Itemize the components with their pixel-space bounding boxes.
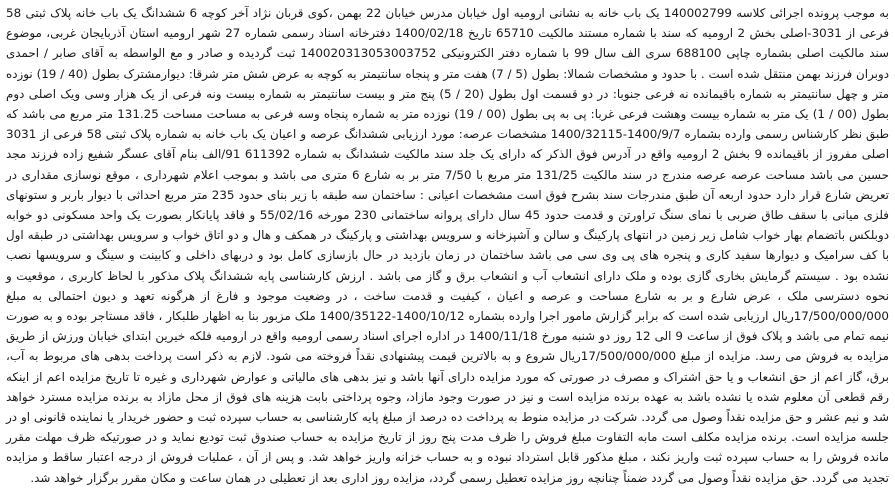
auction-notice-text: به موجب پرونده اجرائی کلاسه 140002799 یک باب خانه به نشانی ارومیه اول خیابان مدرس خیابان 22 بهمن ،کوی قربان نژاد آخر کوچه 6 ششدانگ یک باب خانه پلاک ثبتی 58 فرعی از 3031-اصلی بخش 2 ارومیه که سند با شماره مستند مالکیت 65710 تاریخ 1400/02/18 دفترخانه اسناد رسمی شماره 27 شهر ارومیه استان آذربایجان غربی، موضوع سند مالکیت اصلی بشماره چاپی 688100 سری الف سال 99 با شماره دفتر الکترونیکی 140020313053003752 ثبت گردیده و صادر و مع الواسطه به آقای صابر / احمدی دوبران فرزند بهمن منتقل شده است . با حدود و مشخصات شمالا: بطول (5 / 7) هفت متر و پنجاه سانتیمتر به کوچه به عرض شش متر شرقا: دیوارمشترک بطول (40 / 19) نوزده متر و چهل سانتیمتر به شماره باقیمانده نه فرعی جنوبا: در دو قسمت اول بطول (20 / 5) پنج متر و بیست سانتیمتر به شماره بیست ونه فرعی از یک هزار وسی ویک اصلی دوم بطول (00 / 1) یک متر به شماره بیست وهشت فرعی غربا: پی به پی بطول (00 / 19) نوزده متر به شماره پنجاه وسه فرعی به مساحت مساحت 131.25 متر مربع می باشد که طبق نظر کارشناس رسمی وارده بشماره 1400/9/7-1400/32115 مشخصات عرصه: مورد ارزیابی ششدانگ عرصه و اعیان یک باب خانه به شماره پلاک ثبتی 58 فرعی از 3031 اصلی مفروز از باقیمانده 9 بخش 2 ارومیه واقع در آدرس فوق الذکر که دارای یک جلد سند مالکیت ششدانگ به شماره 611392 91/الف بنام آقای عسگر شفیع زاده فرزند مجد حسین می باشد مساحت عرصه عرصه مندرج در سند مالکیت 131/25 متر مربع با 7/50 متر بر به شارع 6 متری می باشد و بموجب اعلام شهرداری ، موقع نوسازی مقداری در تعریض شارع قرار دارد حدود اربعه آن طبق مندرجات سند بشرح فوق است مشخصات اعیانی : ساختمان سه طبقه با زیر بنای حدود 235 متر مربع احداثی با دیوار باربر و ستونهای فلزی میانی با سقف طاق ضربی با نمای سنگ تراورتن و قدمت حدود 45 سال دارای پروانه ساختمانی 230 مورخه 55/02/16 و فاقد پایانکار بصورت یک واحد مسکونی دو خوابه دوبلکس باتضمام بهار خواب شامل زیر زمین در انتهای پارکینگ و سالن و آشپزخانه و سرویس بهداشتی و پارکینگ در همکف و هال و دو اتاق خواب و سرویس بهداشتی در طبقه اول با کف سرامیک و دیوارها سفید کاری و پنجره های پی وی سی می باشد ساختمان در زمان بازدید در حال بازسازی کامل بود و دربهای داخلی و کابینت و سینگ و سرویسها نصب نشده بود . سیستم گرمایش بخاری گازی بوده و ملک دارای انشعاب آب و انشعاب برق و گاز می باشد . ارزش کارشناسی پایه ششدانگ پلاک مذکور با لحاظ کاربری ، موقعیت و نحوه دسترسی ملک ، عرض شارع و بر به شارع مساحت و عرصه و اعیان ، کیفیت و قدمت ساخت ، در وضعیت موجود و فارغ از هرگونه تعهد و دیون احتمالی به مبلغ 17/500/000/000ریال ارزیابی شده است که برابر گزارش مامور اجرا وارده بشماره 1400/10/12-1400/35122 ملک مزبور بنا به اظهار طلبکار ، فاقد مستاجر بوده و به صورت نیمه تمام می باشد و پلاک فوق از ساعت 9 الی 12 روز دو شنبه مورخ 1400/11/18 در اداره اجرای اسناد رسمی ارومیه واقع در ارومیه فلکه خیرین ابتدای خیابان ورزش از طریق مزایده به فروش می رسد. مزایده از مبلغ 17/500/000/000ریال شروع و به بالاترین قیمت پیشنهادی نقداً فروخته می شود. لازم به ذکر است پرداخت بدهی های مربوط به آب، برق، گاز اعم از حق انشعاب و یا حق اشتراک و مصرف در صورتی که مورد مزایده دارای آنها باشد و نیز بدهی های مالیاتی و عوارض شهرداری و غیره تا تاریخ مزایده اعم از اینکه رقم قطعی آن معلوم شده یا نشده باشد به عهده برنده مزایده است و نیز در صورت وجود مازاد، وجوه پرداختی بابت هزینه های فوق از محل مازاد به برنده مزایده مسترد خواهد شد و نیم عشر و حق مزایده نقداً وصول می گردد. شرکت در مزایده منوط به پرداخت ده درصد از مبلغ پایه کارشناسی به حساب سپرده ثبت و حضور خریدار یا نماینده قانونی او در جلسه مزایده است. برنده مزایده مکلف است مابه التفاوت مبلغ فروش را ظرف مدت پنج روز از تاریخ مزایده به حساب صندوق ثبت تودیع نماید و در صورتیکه ظرف مهلت مقرر مانده فروش را به حساب سپرده ثبت واریز نکند ، مبلغ مذکور قابل استرداد نبوده و به حساب خزانه واریز خواهد شد. و پس از آن ، عملیات فروش از درجه اعتبار ساقط و مزایده تجدید می گردد. حق مزایده نقداً وصول می گردد ضمناً چنانچه روز مزایده تعطیل رسمی گردد، مزایده روز اداری بعد از تعطیلی در همان ساعت و مکان مقرر برگزار خواهد شد.	[6, 6, 890, 485]
